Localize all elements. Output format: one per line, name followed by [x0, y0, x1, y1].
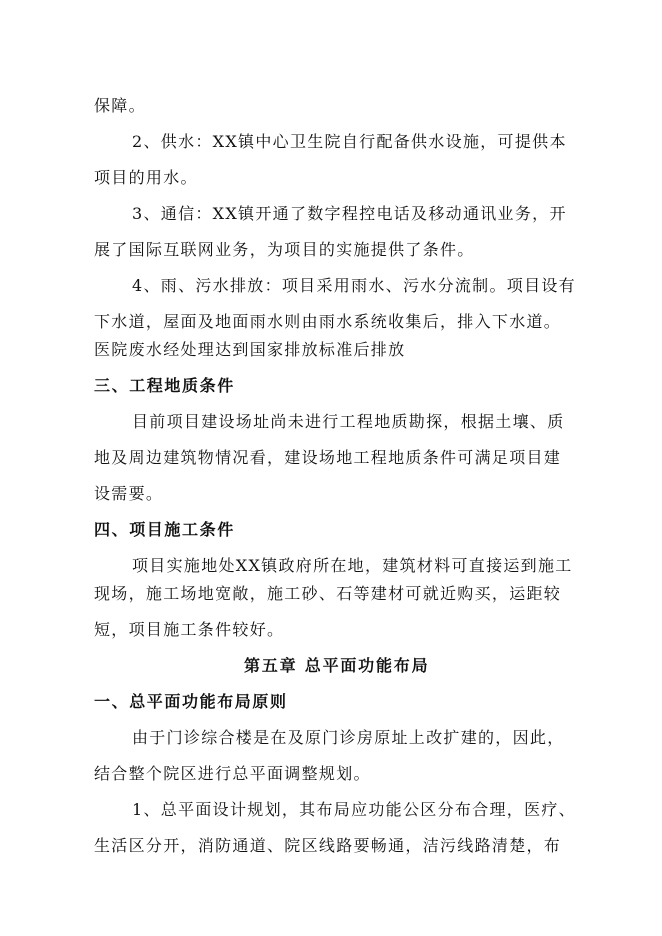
paragraph-layout-principles: 由于门诊综合楼是在及原门诊房原址上改扩建的，因此， — [132, 728, 565, 747]
section-heading-geology: 三、工程地质条件 — [94, 376, 235, 395]
text-line: 短，项目施工条件较好。 — [94, 620, 285, 639]
chapter-title: 第五章 总平面功能布局 — [244, 656, 430, 675]
section-heading-layout-principles: 一、总平面功能布局原则 — [94, 692, 288, 711]
text-line: 现场，施工场地宽敞，施工砂、石等建材可就近购买，运距较 — [94, 584, 562, 603]
paragraph-construction: 项目实施地处XX镇政府所在地，建筑材料可直接运到施工 — [132, 556, 573, 575]
paragraph-drainage: 4、雨、污水排放：项目采用雨水、污水分流制。项目设有 — [132, 276, 576, 295]
paragraph-geology: 目前项目建设场址尚未进行工程地质勘探，根据土壤、质 — [132, 412, 565, 431]
text-line: 保障。 — [94, 96, 146, 115]
paragraph-site-planning: 1、总平面设计规划，其布局应功能公区分布合理，医疗、 — [132, 800, 576, 819]
text-line: 结合整个院区进行总平面调整规划。 — [94, 764, 371, 783]
text-line: 生活区分开，消防通道、院区线路要畅通，洁污线路清楚，布 — [94, 836, 562, 855]
text-line: 地及周边建筑物情况看，建设场地工程地质条件可满足项目建 — [94, 448, 562, 467]
text-line: 医院废水经处理达到国家排放标准后排放 — [94, 340, 406, 359]
section-heading-construction: 四、项目施工条件 — [94, 520, 235, 539]
text-line: 项目的用水。 — [94, 168, 198, 187]
text-line: 设需要。 — [94, 484, 164, 503]
text-line: 展了国际互联网业务，为项目的实施提供了条件。 — [94, 240, 475, 259]
paragraph-water-supply: 2、供水：XX镇中心卫生院自行配备供水设施，可提供本 — [132, 132, 567, 151]
paragraph-communications: 3、通信：XX镇开通了数字程控电话及移动通讯业务，开 — [132, 204, 567, 223]
text-line: 下水道，屋面及地面雨水则由雨水系统收集后，排入下水道。 — [94, 312, 562, 331]
